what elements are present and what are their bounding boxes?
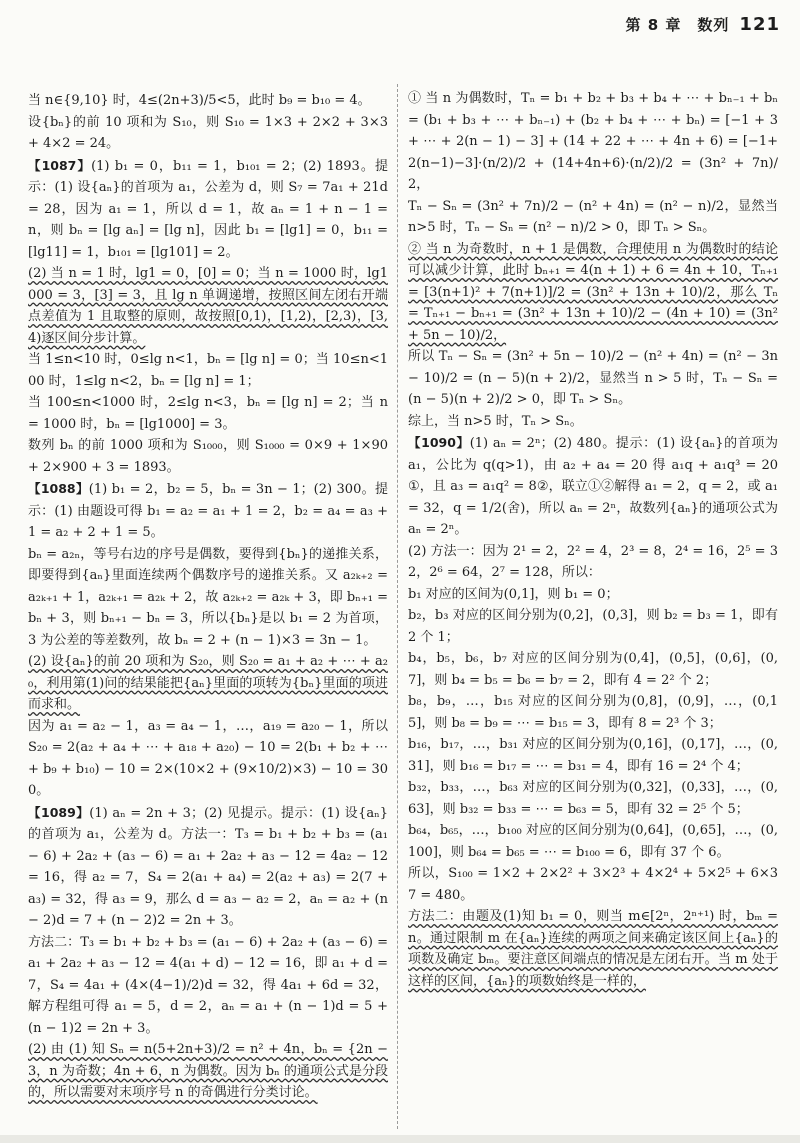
paragraph: 当 n∈{9,10} 时，4≤(2n+3)/5<5，此时 b₉ = b₁₀ = 4。: [28, 93, 371, 108]
entry-number: 【1087】: [28, 157, 92, 173]
entry-number: 【1090】: [408, 435, 470, 450]
entry-1089: [28, 802, 388, 932]
paragraph: 当 1≤n<10 时，0≤lg n<1，bₙ = [lg n] = 0；当 10≤n<100 时，1≤lg n<2，bₙ = [lg n] = 1；: [28, 352, 388, 389]
paragraph: (2) 设{aₙ}的前 20 项和为 S₂₀，则 S₂₀ = a₁ + a₂ + ⋯ + a₂₀，利用第(1)问的结果能把{aₙ}里面的项转为{bₙ}里面的项进而求和。: [28, 654, 388, 712]
column-divider: [397, 84, 398, 1129]
paragraph: 设{bₙ}的前 10 项和为 S₁₀，则 S₁₀ = 1×3 + 2×2 + 3×3 + 4×2 = 24。: [28, 114, 388, 151]
chapter-title: 第 8 章 数列: [625, 16, 730, 34]
entry-1088: [28, 478, 388, 544]
paragraph: (2) 当 n = 1 时，lg1 = 0，[0] = 0；当 n = 1000 时，lg1000 = 3，[3] = 3，且 lg n 单调递增，按照区间左闭右开端点差值为 1 且取整的原则，故按照[0,1)，[1,2)，[2,3)，[3,4)逐区间分步计算。: [28, 266, 388, 346]
paragraph: 方法二：T₃ = b₁ + b₂ + b₃ = (a₁ − 6) + 2a₂ + (a₃ − 6) = a₁ + 2a₂ + a₃ − 12 = 4(a₁ + d) − 12 = 16，即 a₁ + d = 7，S₄ = 4a₁ + (4×(4−1)/2)d = 32，得 4a₁ + 6d = 32，解方程组可得 a₁ = 5，d = 2，aₙ = a₁ + (n − 1)d = 5 + (n − 1)2 = 2n + 3。: [28, 934, 388, 1036]
paragraph: b₂，b₃ 对应的区间分别为(0,2]，(0,3]，则 b₂ = b₃ = 1，即有 2 个 1；: [408, 608, 778, 645]
paragraph: b₄，b₅，b₆，b₇ 对应的区间分别为(0,4]，(0,5]，(0,6]，(0,7]，则 b₄ = b₅ = b₆ = b₇ = 2，即有 4 = 2² 个 2；: [408, 651, 778, 688]
page-number: 121: [739, 14, 780, 35]
entry-number: 【1088】: [28, 481, 89, 496]
page-header: [626, 14, 780, 35]
paragraph: bₙ = a₂ₙ，等号右边的序号是偶数，要得到{bₙ}的递推关系，即要得到{aₙ}里面连续两个偶数序号的递推关系。又 a₂ₖ₊₂ = a₂ₖ₊₁ + 1，a₂ₖ₊₁ = a₂ₖ + 2，故 a₂ₖ₊₂ = a₂ₖ + 3，即 bₙ₊₁ = bₙ + 3，则 bₙ₊₁ − bₙ = 3，所以{bₙ}是以 b₁ = 2 为首项，3 为公差的等差数列，故 bₙ = 2 + (n − 1)×3 = 3n − 1。: [28, 546, 388, 648]
paragraph: 因为 a₁ = a₂ − 1，a₃ = a₄ − 1，…，a₁₉ = a₂₀ − 1，所以 S₂₀ = 2(a₂ + a₄ + ⋯ + a₁₈ + a₂₀) − 10 = 2(b₁ + b₂ + ⋯ + b₉ + b₁₀) − 10 = 2×(10×2 + (9×10/2)×3) − 10 = 300。: [28, 718, 388, 798]
paragraph: b₈，b₉，…，b₁₅ 对应的区间分别为(0,8]，(0,9]，…，(0,15]，则 b₈ = b₉ = ⋯ = b₁₅ = 3，即有 8 = 2³ 个 3；: [408, 694, 778, 731]
entry-text: (1) aₙ = 2ⁿ；(2) 480。提示：(1) 设{aₙ}的首项为 a₁，公比为 q(q>1)，由 a₂ + a₄ = 20 得 a₁q + a₁q³ = 20①，且 a₃ = a₁q² = 8②，联立①②解得 a₁ = 2，q = 2，或 a₁ = 32，q = 1/2(舍)，所以 aₙ = 2ⁿ，故数列{aₙ}的通项公式为 aₙ = 2ⁿ。: [408, 436, 778, 537]
paragraph: 方法二：由题及(1)知 b₁ = 0，则当 m∈[2ⁿ，2ⁿ⁺¹) 时，bₘ = n。通过限制 m 在{aₙ}连续的两项之间来确定该区间上{aₙ}的项数及确定 bₘ。要注意区间端点的情况是左闭右开。当 m 处于这样的区间，{aₙ}的项数始终是一样的，: [408, 909, 778, 989]
paragraph: (2) 由 (1) 知 Sₙ = n(5+2n+3)/2 = n² + 4n，bₙ = {2n − 3，n 为奇数；4n + 6，n 为偶数。因为 bₙ 的通项公式是分段的，所以需要对末项序号 n 的奇偶进行分类讨论。: [28, 1042, 388, 1100]
paragraph: (2) 方法一：因为 2¹ = 2，2² = 4，2³ = 8，2⁴ = 16，2⁵ = 32，2⁶ = 64，2⁷ = 128，所以：: [408, 543, 778, 580]
paragraph: 当 100≤n<1000 时，2≤lg n<3，bₙ = [lg n] = 2；当 n = 1000 时，bₙ = [lg1000] = 3。: [28, 395, 388, 432]
paragraph: 数列 bₙ 的前 1000 项和为 S₁₀₀₀，则 S₁₀₀₀ = 0×9 + 1×90 + 2×900 + 3 = 1893。: [28, 438, 388, 475]
entry-text: (1) b₁ = 0，b₁₁ = 1，b₁₀₁ = 2；(2) 1893。提示：(1) 设{aₙ}的首项为 a₁，公差为 d，则 S₇ = 7a₁ + 21d = 28，因为 a₁ = 1，所以 d = 1，故 aₙ = 1 + n − 1 = n，则 bₙ = [lg aₙ] = [lg n]，因此 b₁ = [lg1] = 0，b₁₁ = [lg11] = 1，b₁₀₁ = [lg101] = 2。: [28, 158, 388, 260]
paragraph: Tₙ − Sₙ = (3n² + 7n)/2 − (n² + 4n) = (n² − n)/2，显然当 n>5 时，Tₙ − Sₙ = (n² − n)/2 > 0，即 Tₙ > Sₙ。: [408, 198, 778, 235]
paragraph: b₃₂，b₃₃，…，b₆₃ 对应的区间分别为(0,32]，(0,33]，…，(0,63]，则 b₃₂ = b₃₃ = ⋯ = b₆₃ = 5，即有 32 = 2⁵ 个 5；: [408, 780, 778, 817]
paragraph: ① 当 n 为偶数时，Tₙ = b₁ + b₂ + b₃ + b₄ + ⋯ + bₙ₋₁ + bₙ = (b₁ + b₃ + ⋯ + bₙ₋₁) + (b₂ + b₄ + ⋯ + bₙ) = [−1 + 3 + ⋯ + 2(n − 1) − 3] + (14 + 22 + ⋯ + 4n + 6) = [−1+2(n−1)−3]·(n/2)/2 + (14+4n+6)·(n/2)/2 = (3n² + 7n)/2，: [408, 91, 778, 192]
page-edge: [0, 1135, 800, 1143]
right-column: [408, 88, 778, 1133]
entry-text: (1) aₙ = 2n + 3；(2) 见提示。提示：(1) 设{aₙ}的首项为 a₁，公差为 d。方法一：T₃ = b₁ + b₂ + b₃ = (a₁ − 6) + 2a₂ + (a₃ − 6) = a₁ + 2a₂ + a₃ − 12 = 4a₂ − 12 = 16，得 a₂ = 7，S₄ = 2(a₁ + a₄) = 2(a₂ + a₃) = 2(7 + a₃) = 32，得 a₃ = 9，那么 d = a₃ − a₂ = 2，aₙ = a₂ + (n − 2)d = 7 + (n − 2)2 = 2n + 3。: [28, 805, 388, 928]
paragraph: 所以 Tₙ − Sₙ = (3n² + 5n − 10)/2 − (n² + 4n) = (n² − 3n − 10)/2 = (n − 5)(n + 2)/2，显然当 n > 5 时，Tₙ − Sₙ = (n − 5)(n + 2)/2 > 0，即 Tₙ > Sₙ。: [408, 349, 778, 407]
left-column: [28, 90, 388, 1130]
entry-number: 【1089】: [28, 804, 90, 820]
paragraph: 所以，S₁₀₀ = 1×2 + 2×2² + 3×2³ + 4×2⁴ + 5×2⁵ + 6×37 = 480。: [408, 866, 778, 903]
entry-1087: [28, 155, 388, 264]
paragraph: b₆₄，b₆₅，…，b₁₀₀ 对应的区间分别为(0,64]，(0,65]，…，(0,100]，则 b₆₄ = b₆₅ = ⋯ = b₁₀₀ = 6，即有 37 个 6。: [408, 823, 778, 860]
entry-text: (1) b₁ = 2，b₂ = 5，bₙ = 3n − 1；(2) 300。提示：(1) 由题设可得 b₁ = a₂ = a₁ + 1 = 2，b₂ = a₄ = a₃ + 1 = a₂ + 2 + 1 = 5。: [28, 482, 388, 540]
paragraph: b₁₆，b₁₇，…，b₃₁ 对应的区间分别为(0,16]，(0,17]，…，(0,31]，则 b₁₆ = b₁₇ = ⋯ = b₃₁ = 4，即有 16 = 2⁴ 个 4；: [408, 737, 778, 774]
paragraph: ② 当 n 为奇数时，n + 1 是偶数，合理使用 n 为偶数时的结论可以减少计算，此时 bₙ₊₁ = 4(n + 1) + 6 = 4n + 10，Tₙ₊₁ = [3(n+1)² + 7(n+1)]/2 = (3n² + 13n + 10)/2，那么 Tₙ = Tₙ₊₁ − bₙ₊₁ = (3n² + 13n + 10)/2 − (4n + 10) = (3n² + 5n − 10)/2，: [408, 241, 778, 343]
entry-1090: [408, 432, 778, 541]
paragraph: 综上，当 n>5 时，Tₙ > Sₙ。: [408, 413, 583, 429]
paragraph: b₁ 对应的区间为(0,1]，则 b₁ = 0；: [408, 586, 619, 602]
